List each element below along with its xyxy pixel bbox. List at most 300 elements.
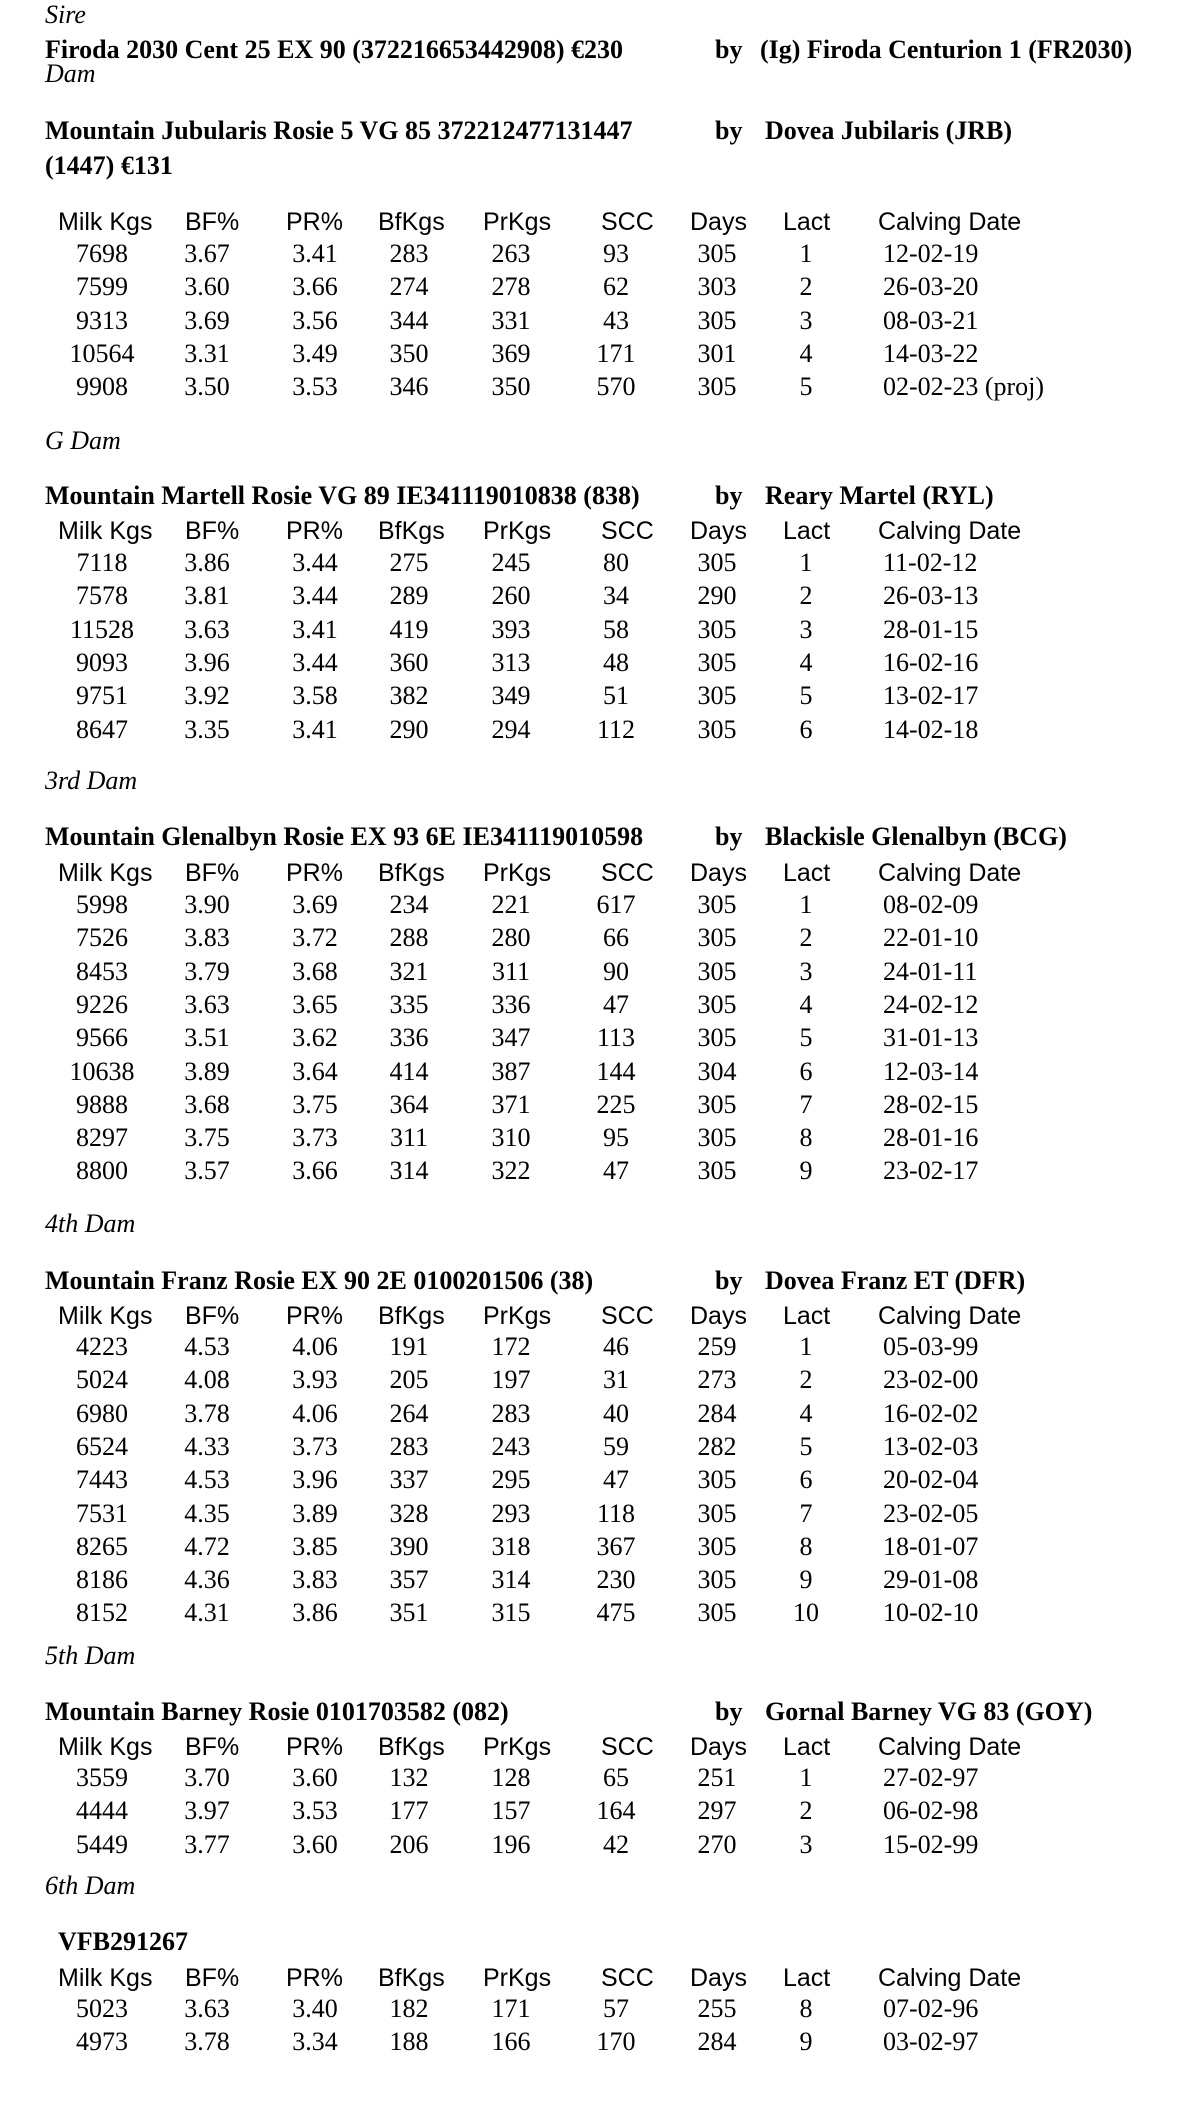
table-cell: 3.83 [292,1565,338,1595]
table-cell: 10-02-10 [883,1598,979,1628]
table-cell: 3.66 [292,1156,338,1186]
table-cell: 295 [491,1465,531,1495]
table-cell: 9226 [76,989,128,1019]
column-header: PrKgs [483,859,552,887]
table-cell: 3 [799,614,813,644]
table-cell: 172 [491,1332,531,1361]
sire-by: by [715,35,743,64]
table-cell: 90 [603,956,629,986]
column-header: Milk Kgs [58,517,153,545]
table-cell: 305 [697,305,737,335]
table-cell: 6980 [76,1398,128,1428]
column-header: PrKgs [483,208,552,236]
column-header: Days [690,1964,747,1992]
table-cell: 196 [491,1829,531,1859]
table-cell: 305 [697,1465,737,1495]
table-cell: 3.70 [184,1763,230,1792]
table-cell: 3559 [76,1763,128,1792]
section-animal-name: Mountain Martell Rosie VG 89 IE341119010838 (838) [45,481,640,510]
column-header: PR% [286,1964,343,1992]
table-cell: 4223 [76,1332,128,1361]
table-cell: 13-02-03 [883,1431,979,1461]
table-cell: 234 [389,890,429,919]
table-cell: 16-02-02 [883,1398,979,1428]
table-cell: 263 [491,239,531,268]
table-cell: 305 [697,1156,737,1186]
table-cell: 3.58 [292,681,338,711]
table-cell: 188 [389,2027,429,2057]
table-cell: 13-02-17 [883,681,979,711]
column-header: BF% [185,208,240,236]
table-cell: 305 [697,681,737,711]
table-cell: 62 [603,272,629,302]
table-cell: 3.60 [292,1763,338,1792]
table-cell: 171 [491,1994,531,2023]
table-cell: 357 [389,1565,429,1595]
table-cell: 5449 [76,1829,128,1859]
table-cell: 3.41 [292,239,338,268]
table-cell: 3.73 [292,1431,338,1461]
table-cell: 3.40 [292,1994,338,2023]
table-cell: 305 [697,956,737,986]
table-cell: 132 [389,1763,429,1792]
section-parent: Blackisle Glenalbyn (BCG) [765,822,1067,851]
table-cell: 5 [799,372,813,402]
table-cell: 280 [491,923,531,953]
table-cell: 7599 [76,272,128,302]
table-cell: 3 [799,956,813,986]
table-cell: 251 [697,1763,737,1792]
table-cell: 305 [697,1123,737,1153]
sire-parent: (Ig) Firoda Centurion 1 (FR2030) [760,35,1133,64]
table-cell: 31-01-13 [883,1023,979,1053]
table-cell: 2 [799,1796,813,1826]
table-cell: 9751 [76,681,128,711]
table-cell: 6 [799,714,813,744]
table-cell: 390 [389,1531,429,1561]
table-cell: 3.49 [292,338,338,368]
table-cell: 3.51 [184,1023,230,1053]
table-cell: 4444 [76,1796,128,1826]
table-cell: 8265 [76,1531,128,1561]
table-cell: 284 [697,2027,737,2057]
table-cell: 80 [603,548,629,577]
column-header: BF% [185,859,240,887]
column-header: Lact [783,1733,831,1761]
table-cell: 8647 [76,714,128,744]
table-cell: 4 [799,1398,813,1428]
table-cell: 170 [596,2027,636,2057]
table-cell: 1 [799,890,813,919]
table-cell: 59 [603,1431,629,1461]
column-header: PR% [286,208,343,236]
table-cell: 3.68 [292,956,338,986]
table-cell: 260 [491,581,531,611]
table-cell: 4.33 [184,1431,230,1461]
table-cell: 26-03-20 [883,272,979,302]
table-cell: 08-02-09 [883,890,979,919]
table-cell: 8186 [76,1565,128,1595]
table-cell: 282 [697,1431,737,1461]
table-cell: 297 [697,1796,737,1826]
table-cell: 283 [389,239,429,268]
table-cell: 3.75 [292,1089,338,1119]
table-cell: 05-03-99 [883,1332,979,1361]
table-cell: 8 [799,1123,813,1153]
table-cell: 331 [491,305,531,335]
table-cell: 314 [389,1156,429,1186]
table-cell: 65 [603,1763,629,1792]
table-cell: 1 [799,1763,813,1792]
column-header: Days [690,208,747,236]
table-cell: 351 [389,1598,429,1628]
table-cell: 11528 [69,614,135,644]
column-header: Calving Date [878,1733,1022,1761]
table-cell: 1 [799,1332,813,1361]
table-cell: 4.08 [184,1365,230,1395]
section-by: by [715,1697,743,1726]
table-cell: 294 [491,714,531,744]
table-cell: 3.67 [184,239,230,268]
table-cell: 3.96 [292,1465,338,1495]
table-cell: 305 [697,714,737,744]
table-cell: 3.90 [184,890,230,919]
table-cell: 305 [697,890,737,919]
table-cell: 3.41 [292,714,338,744]
table-cell: 8 [799,1994,813,2023]
column-header: SCC [601,1302,654,1330]
table-cell: 305 [697,1565,737,1595]
section-label: 3rd Dam [45,766,138,795]
column-header: PR% [286,859,343,887]
table-cell: 93 [603,239,629,268]
table-cell: 3.75 [184,1123,230,1153]
table-cell: 3.44 [292,581,338,611]
table-cell: 364 [389,1089,429,1119]
section-by: by [715,822,743,851]
column-header: Days [690,859,747,887]
table-cell: 9093 [76,647,128,677]
table-cell: 349 [491,681,531,711]
column-header: BfKgs [378,859,445,887]
table-cell: 16-02-16 [883,647,979,677]
table-cell: 3 [799,305,813,335]
table-cell: 7443 [76,1465,128,1495]
table-cell: 118 [596,1498,636,1528]
table-cell: 305 [697,923,737,953]
table-cell: 23-02-17 [883,1156,979,1186]
table-cell: 11-02-12 [883,548,978,577]
table-cell: 289 [389,581,429,611]
table-cell: 27-02-97 [883,1763,979,1792]
table-cell: 4.53 [184,1465,230,1495]
column-header: Lact [783,859,831,887]
table-cell: 5 [799,681,813,711]
section-parent: Dovea Franz ET (DFR) [765,1266,1026,1295]
table-cell: 5023 [76,1994,128,2023]
column-header: BF% [185,1964,240,1992]
table-cell: 305 [697,1498,737,1528]
table-cell: 206 [389,1829,429,1859]
table-cell: 4 [799,338,813,368]
table-cell: 369 [491,338,531,368]
table-cell: 40 [603,1398,629,1428]
section-label: 5th Dam [45,1641,136,1670]
table-cell: 28-01-15 [883,614,979,644]
table-cell: 350 [491,372,531,402]
table-cell: 3.31 [184,338,230,368]
table-cell: 315 [491,1598,531,1628]
column-header: PrKgs [483,1964,552,1992]
table-cell: 4.35 [184,1498,230,1528]
column-header: BF% [185,517,240,545]
column-header: BfKgs [378,517,445,545]
table-cell: 58 [603,614,629,644]
column-header: Milk Kgs [58,859,153,887]
column-header: SCC [601,517,654,545]
column-header: Milk Kgs [58,1733,153,1761]
table-cell: 274 [389,272,429,302]
table-cell: 4 [799,989,813,1019]
section-parent: Gornal Barney VG 83 (GOY) [765,1697,1093,1726]
table-cell: 3.93 [292,1365,338,1395]
column-header: PrKgs [483,1302,552,1330]
table-cell: 42 [603,1829,629,1859]
section-label: G Dam [45,426,121,455]
table-cell: 2 [799,581,813,611]
table-cell: 47 [603,1465,629,1495]
table-cell: 3.50 [184,372,230,402]
table-cell: 371 [491,1089,531,1119]
column-header: PR% [286,517,343,545]
column-header: Lact [783,1964,831,1992]
table-cell: 3.73 [292,1123,338,1153]
table-cell: 290 [389,714,429,744]
table-cell: 6 [799,1056,813,1086]
table-cell: 311 [389,1123,429,1153]
section-animal-name: Mountain Barney Rosie 0101703582 (082) [45,1697,509,1726]
column-header: Days [690,1302,747,1330]
table-cell: 23-02-00 [883,1365,979,1395]
column-header: Lact [783,208,831,236]
table-cell: 293 [491,1498,531,1528]
table-cell: 5998 [76,890,128,919]
table-cell: 617 [596,890,636,919]
table-cell: 255 [697,1994,737,2023]
table-cell: 3.66 [292,272,338,302]
table-cell: 4.36 [184,1565,230,1595]
table-cell: 4.72 [184,1531,230,1561]
table-cell: 166 [491,2027,531,2057]
column-header: BfKgs [378,1302,445,1330]
section-label: 6th Dam [45,1871,136,1900]
table-cell: 03-02-97 [883,2027,979,2057]
table-cell: 47 [603,1156,629,1186]
table-cell: 346 [389,372,429,402]
table-cell: 3.57 [184,1156,230,1186]
table-cell: 3.63 [184,989,230,1019]
table-cell: 43 [603,305,629,335]
column-header: PR% [286,1733,343,1761]
table-cell: 48 [603,647,629,677]
section-animal-name: Mountain Jubularis Rosie 5 VG 85 372212477131447 [45,116,633,145]
table-cell: 475 [596,1598,636,1628]
table-cell: 3.78 [184,1398,230,1428]
column-header: PrKgs [483,517,552,545]
table-cell: 230 [596,1565,636,1595]
table-cell: 321 [389,956,429,986]
table-cell: 311 [491,956,531,986]
column-header: Days [690,517,747,545]
table-cell: 07-02-96 [883,1994,979,2023]
table-cell: 305 [697,614,737,644]
table-cell: 31 [603,1365,629,1395]
table-cell: 4.31 [184,1598,230,1628]
table-cell: 270 [697,1829,737,1859]
table-cell: 128 [491,1763,531,1792]
table-cell: 28-02-15 [883,1089,979,1119]
table-cell: 4.53 [184,1332,230,1361]
table-cell: 3.96 [184,647,230,677]
column-header: Milk Kgs [58,1302,153,1330]
table-cell: 393 [491,614,531,644]
table-cell: 3.83 [184,923,230,953]
table-cell: 20-02-04 [883,1465,979,1495]
table-cell: 7 [799,1498,813,1528]
table-cell: 51 [603,681,629,711]
table-cell: 171 [596,338,636,368]
table-cell: 2 [799,272,813,302]
table-cell: 9888 [76,1089,128,1119]
section-parent: Reary Martel (RYL) [765,481,994,510]
column-header: Calving Date [878,517,1022,545]
column-header: PrKgs [483,1733,552,1761]
table-cell: 9908 [76,372,128,402]
table-cell: 304 [697,1056,737,1086]
table-cell: 3.64 [292,1056,338,1086]
table-cell: 3.97 [184,1796,230,1826]
table-cell: 313 [491,647,531,677]
column-header: SCC [601,208,654,236]
table-cell: 322 [491,1156,531,1186]
table-cell: 3.79 [184,956,230,986]
column-header: BfKgs [378,1964,445,1992]
table-cell: 3.89 [292,1498,338,1528]
table-cell: 12-02-19 [883,239,979,268]
table-cell: 8800 [76,1156,128,1186]
table-cell: 336 [491,989,531,1019]
table-cell: 57 [603,1994,629,2023]
table-cell: 10 [793,1598,819,1628]
column-header: Calving Date [878,1302,1022,1330]
section-animal-name: Mountain Glenalbyn Rosie EX 93 6E IE341119010598 [45,822,644,851]
table-cell: 347 [491,1023,531,1053]
table-cell: 5024 [76,1365,128,1395]
table-cell: 1 [799,548,813,577]
table-cell: 2 [799,923,813,953]
table-cell: 14-03-22 [883,338,979,368]
table-cell: 314 [491,1565,531,1595]
table-cell: 47 [603,989,629,1019]
table-cell: 3.41 [292,614,338,644]
table-cell: 3.53 [292,1796,338,1826]
table-cell: 3.86 [292,1598,338,1628]
table-cell: 3.44 [292,647,338,677]
table-cell: 08-03-21 [883,305,979,335]
column-header: Lact [783,517,831,545]
table-cell: 318 [491,1531,531,1561]
column-header: SCC [601,859,654,887]
section-by: by [715,1266,743,1295]
table-cell: 7526 [76,923,128,953]
table-cell: 24-02-12 [883,989,979,1019]
table-cell: 273 [697,1365,737,1395]
column-header: SCC [601,1733,654,1761]
table-cell: 3.69 [292,890,338,919]
section-by: by [715,481,743,510]
table-cell: 3.44 [292,548,338,577]
table-cell: 12-03-14 [883,1056,979,1086]
table-cell: 3.63 [184,614,230,644]
table-cell: 14-02-18 [883,714,979,744]
table-cell: 7531 [76,1498,128,1528]
table-cell: 337 [389,1465,429,1495]
table-cell: 5 [799,1431,813,1461]
table-cell: 113 [596,1023,636,1053]
table-cell: 3.65 [292,989,338,1019]
table-cell: 305 [697,372,737,402]
table-cell: 18-01-07 [883,1531,979,1561]
table-cell: 3.34 [292,2027,338,2057]
table-cell: 9313 [76,305,128,335]
table-cell: 5 [799,1023,813,1053]
table-cell: 3.68 [184,1089,230,1119]
column-header: Calving Date [878,208,1022,236]
table-cell: 284 [697,1398,737,1428]
sire-label: Sire [45,0,86,29]
table-cell: 350 [389,338,429,368]
table-cell: 3.60 [184,272,230,302]
column-header: BF% [185,1733,240,1761]
table-cell: 283 [491,1398,531,1428]
column-header: Lact [783,1302,831,1330]
table-cell: 283 [389,1431,429,1461]
table-cell: 66 [603,923,629,953]
table-cell: 570 [596,372,636,402]
table-cell: 06-02-98 [883,1796,979,1826]
table-cell: 23-02-05 [883,1498,979,1528]
column-header: BfKgs [378,1733,445,1761]
section-label: 4th Dam [45,1209,136,1238]
table-cell: 305 [697,989,737,1019]
table-cell: 3.92 [184,681,230,711]
table-cell: 95 [603,1123,629,1153]
table-cell: 336 [389,1023,429,1053]
table-cell: 245 [491,548,531,577]
table-cell: 10564 [69,338,135,368]
table-cell: 8 [799,1531,813,1561]
table-cell: 3.89 [184,1056,230,1086]
table-cell: 3.69 [184,305,230,335]
table-cell: 3.81 [184,581,230,611]
section-label: Dam [45,59,96,88]
table-cell: 9 [799,1156,813,1186]
table-cell: 3.35 [184,714,230,744]
table-cell: 24-01-11 [883,956,978,986]
table-cell: 2 [799,1365,813,1395]
table-cell: 360 [389,647,429,677]
table-cell: 9 [799,2027,813,2057]
